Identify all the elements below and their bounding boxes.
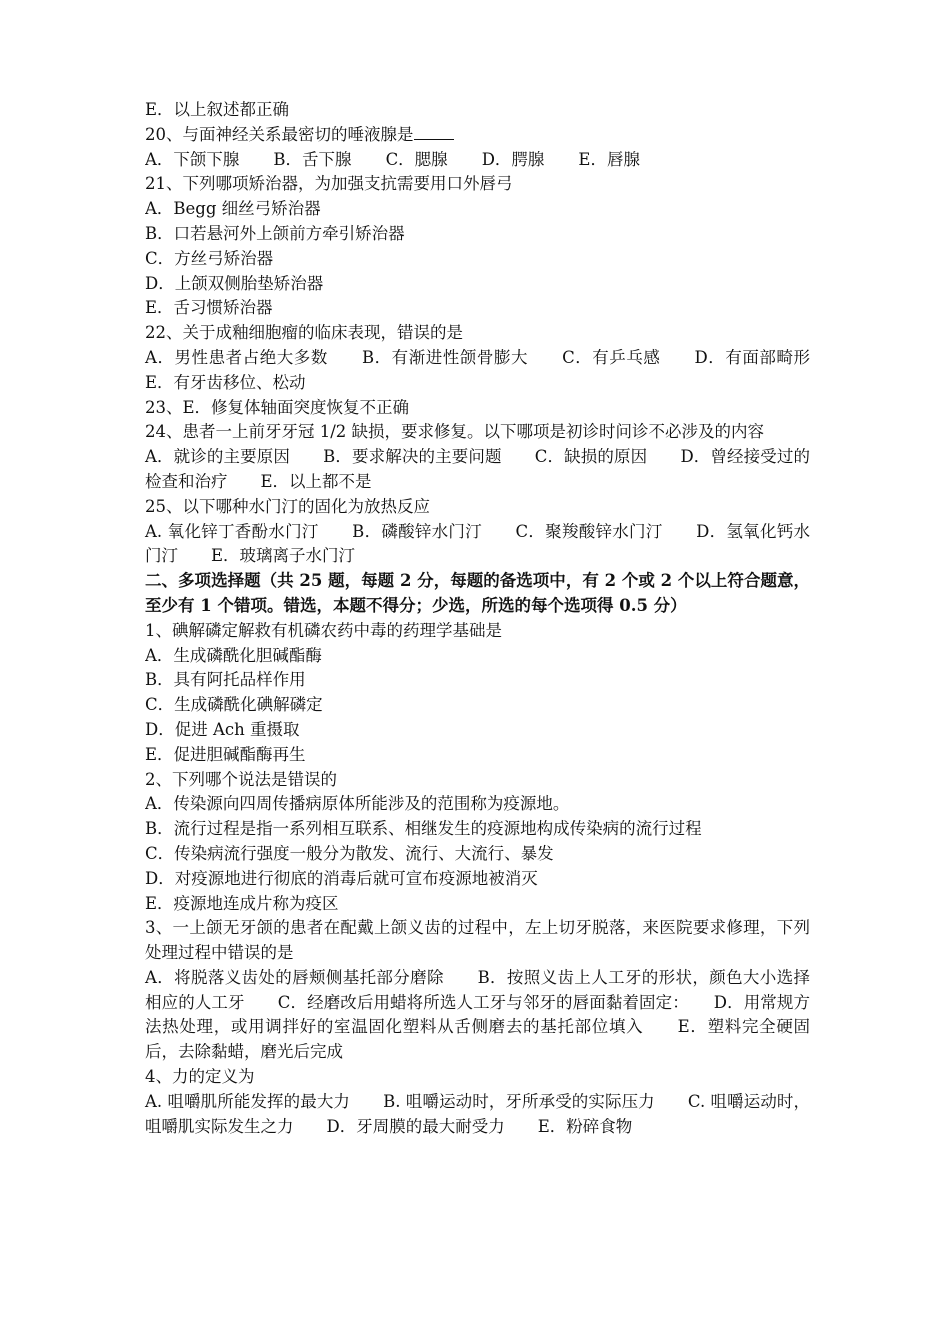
question-25-options: A. 氧化锌丁香酚水门汀 B．磷酸锌水门汀 C．聚羧酸锌水门汀 D．氢氧化钙水门汀 E．玻璃离子水门汀	[145, 521, 810, 566]
question-20	[145, 123, 810, 148]
question-m4-options: A. 咀嚼肌所能发挥的最大力 B. 咀嚼运动时，牙所承受的实际压力 C. 咀嚼运动时，咀嚼肌实际发生之力 D．牙周膜的最大耐受力 E．粉碎食物	[145, 1091, 810, 1136]
question-24: 24、患者一上前牙牙冠 1/2 缺损，要求修复。以下哪项是初诊时问诊不必涉及的内容	[145, 422, 765, 442]
option-line: B．流行过程是指一系列相互联系、相继发生的疫源地构成传染病的流行过程	[145, 819, 702, 839]
option: C．腮腺	[385, 149, 448, 169]
option-line: E．舌习惯矫治器	[145, 298, 273, 318]
option-line: D．对疫源地进行彻底的消毒后就可宣布疫源地被消灭	[145, 868, 538, 888]
question-m4: 4、力的定义为	[145, 1067, 255, 1087]
option-line: C．方丝弓矫治器	[145, 248, 274, 268]
question-22-options: A．男性患者占绝大多数 B．有渐进性颌骨膨大 C．有乒乓感 D．有面部畸形 E．有牙齿移位、松动	[145, 347, 843, 392]
question-m3-options: A．将脱落义齿处的唇颊侧基托部分磨除 B．按照义齿上人工牙的形状，颜色大小选择相应的人工牙 C．经磨改后用蜡将所选人工牙与邻牙的唇面黏着固定： D．用常规方法热处理，或用调拌好的室温固化塑料从舌侧磨去的基托部位填入 E．塑料完全硬固后，去除黏蜡，磨光后完成	[145, 967, 810, 1062]
option: B．舌下腺	[273, 149, 352, 169]
option-line: B．具有阿托品样作用	[145, 670, 306, 690]
option-line: B．口若悬河外上颌前方牵引矫治器	[145, 223, 405, 243]
option-line: A．Begg 细丝弓矫治器	[145, 199, 321, 219]
option: E．唇腺	[578, 149, 640, 169]
question-m1: 1、碘解磷定解救有机磷农药中毒的药理学基础是	[145, 620, 502, 640]
option-line: D．促进 Ach 重摄取	[145, 719, 300, 739]
question-23: 23、E．修复体轴面突度恢复不正确	[145, 397, 410, 417]
option-line: C．生成磷酰化碘解磷定	[145, 695, 323, 715]
question-m2: 2、下列哪个说法是错误的	[145, 769, 337, 789]
option-line: C．传染病流行强度一般分为散发、流行、大流行、暴发	[145, 843, 554, 863]
answer-blank	[414, 125, 454, 140]
question-text: 20、与面神经关系最密切的唾液腺是	[145, 124, 414, 144]
option-line: A．生成磷酰化胆碱酯酶	[145, 645, 322, 665]
option: D．腭腺	[481, 149, 545, 169]
option-line: E．促进胆碱酯酶再生	[145, 744, 306, 764]
question-22: 22、关于成釉细胞瘤的临床表现，错误的是	[145, 323, 463, 343]
option-line: A．传染源向四周传播病原体所能涉及的范围称为疫源地。	[145, 794, 570, 814]
question-25: 25、以下哪种水门汀的固化为放热反应	[145, 496, 430, 516]
option-line: E．以上叙述都正确	[145, 100, 290, 119]
section-heading: 二、多项选择题（共 25 题，每题 2 分，每题的备选项中，有 2 个或 2 个以上符合题意，至少有 1 个错项。错选，本题不得分；少选，所选的每个选项得 0.5 分）	[145, 571, 810, 615]
document-body	[145, 98, 843, 1139]
option-line: E．疫源地连成片称为疫区	[145, 893, 339, 913]
question-21: 21、下列哪项矫治器，为加强支抗需要用口外唇弓	[145, 174, 513, 194]
question-m3: 3、一上颌无牙颌的患者在配戴上颌义齿的过程中，左上切牙脱落，来医院要求修理，下列处理过程中错误的是	[145, 918, 810, 963]
question-24-options: A．就诊的主要原因 B．要求解决的主要问题 C．缺损的原因 D．曾经接受过的检查和治疗 E．以上都不是	[145, 447, 810, 491]
question-20-options	[145, 148, 810, 173]
option-line: D．上颌双侧胎垫矫治器	[145, 273, 324, 293]
option: A．下颌下腺	[145, 149, 240, 169]
